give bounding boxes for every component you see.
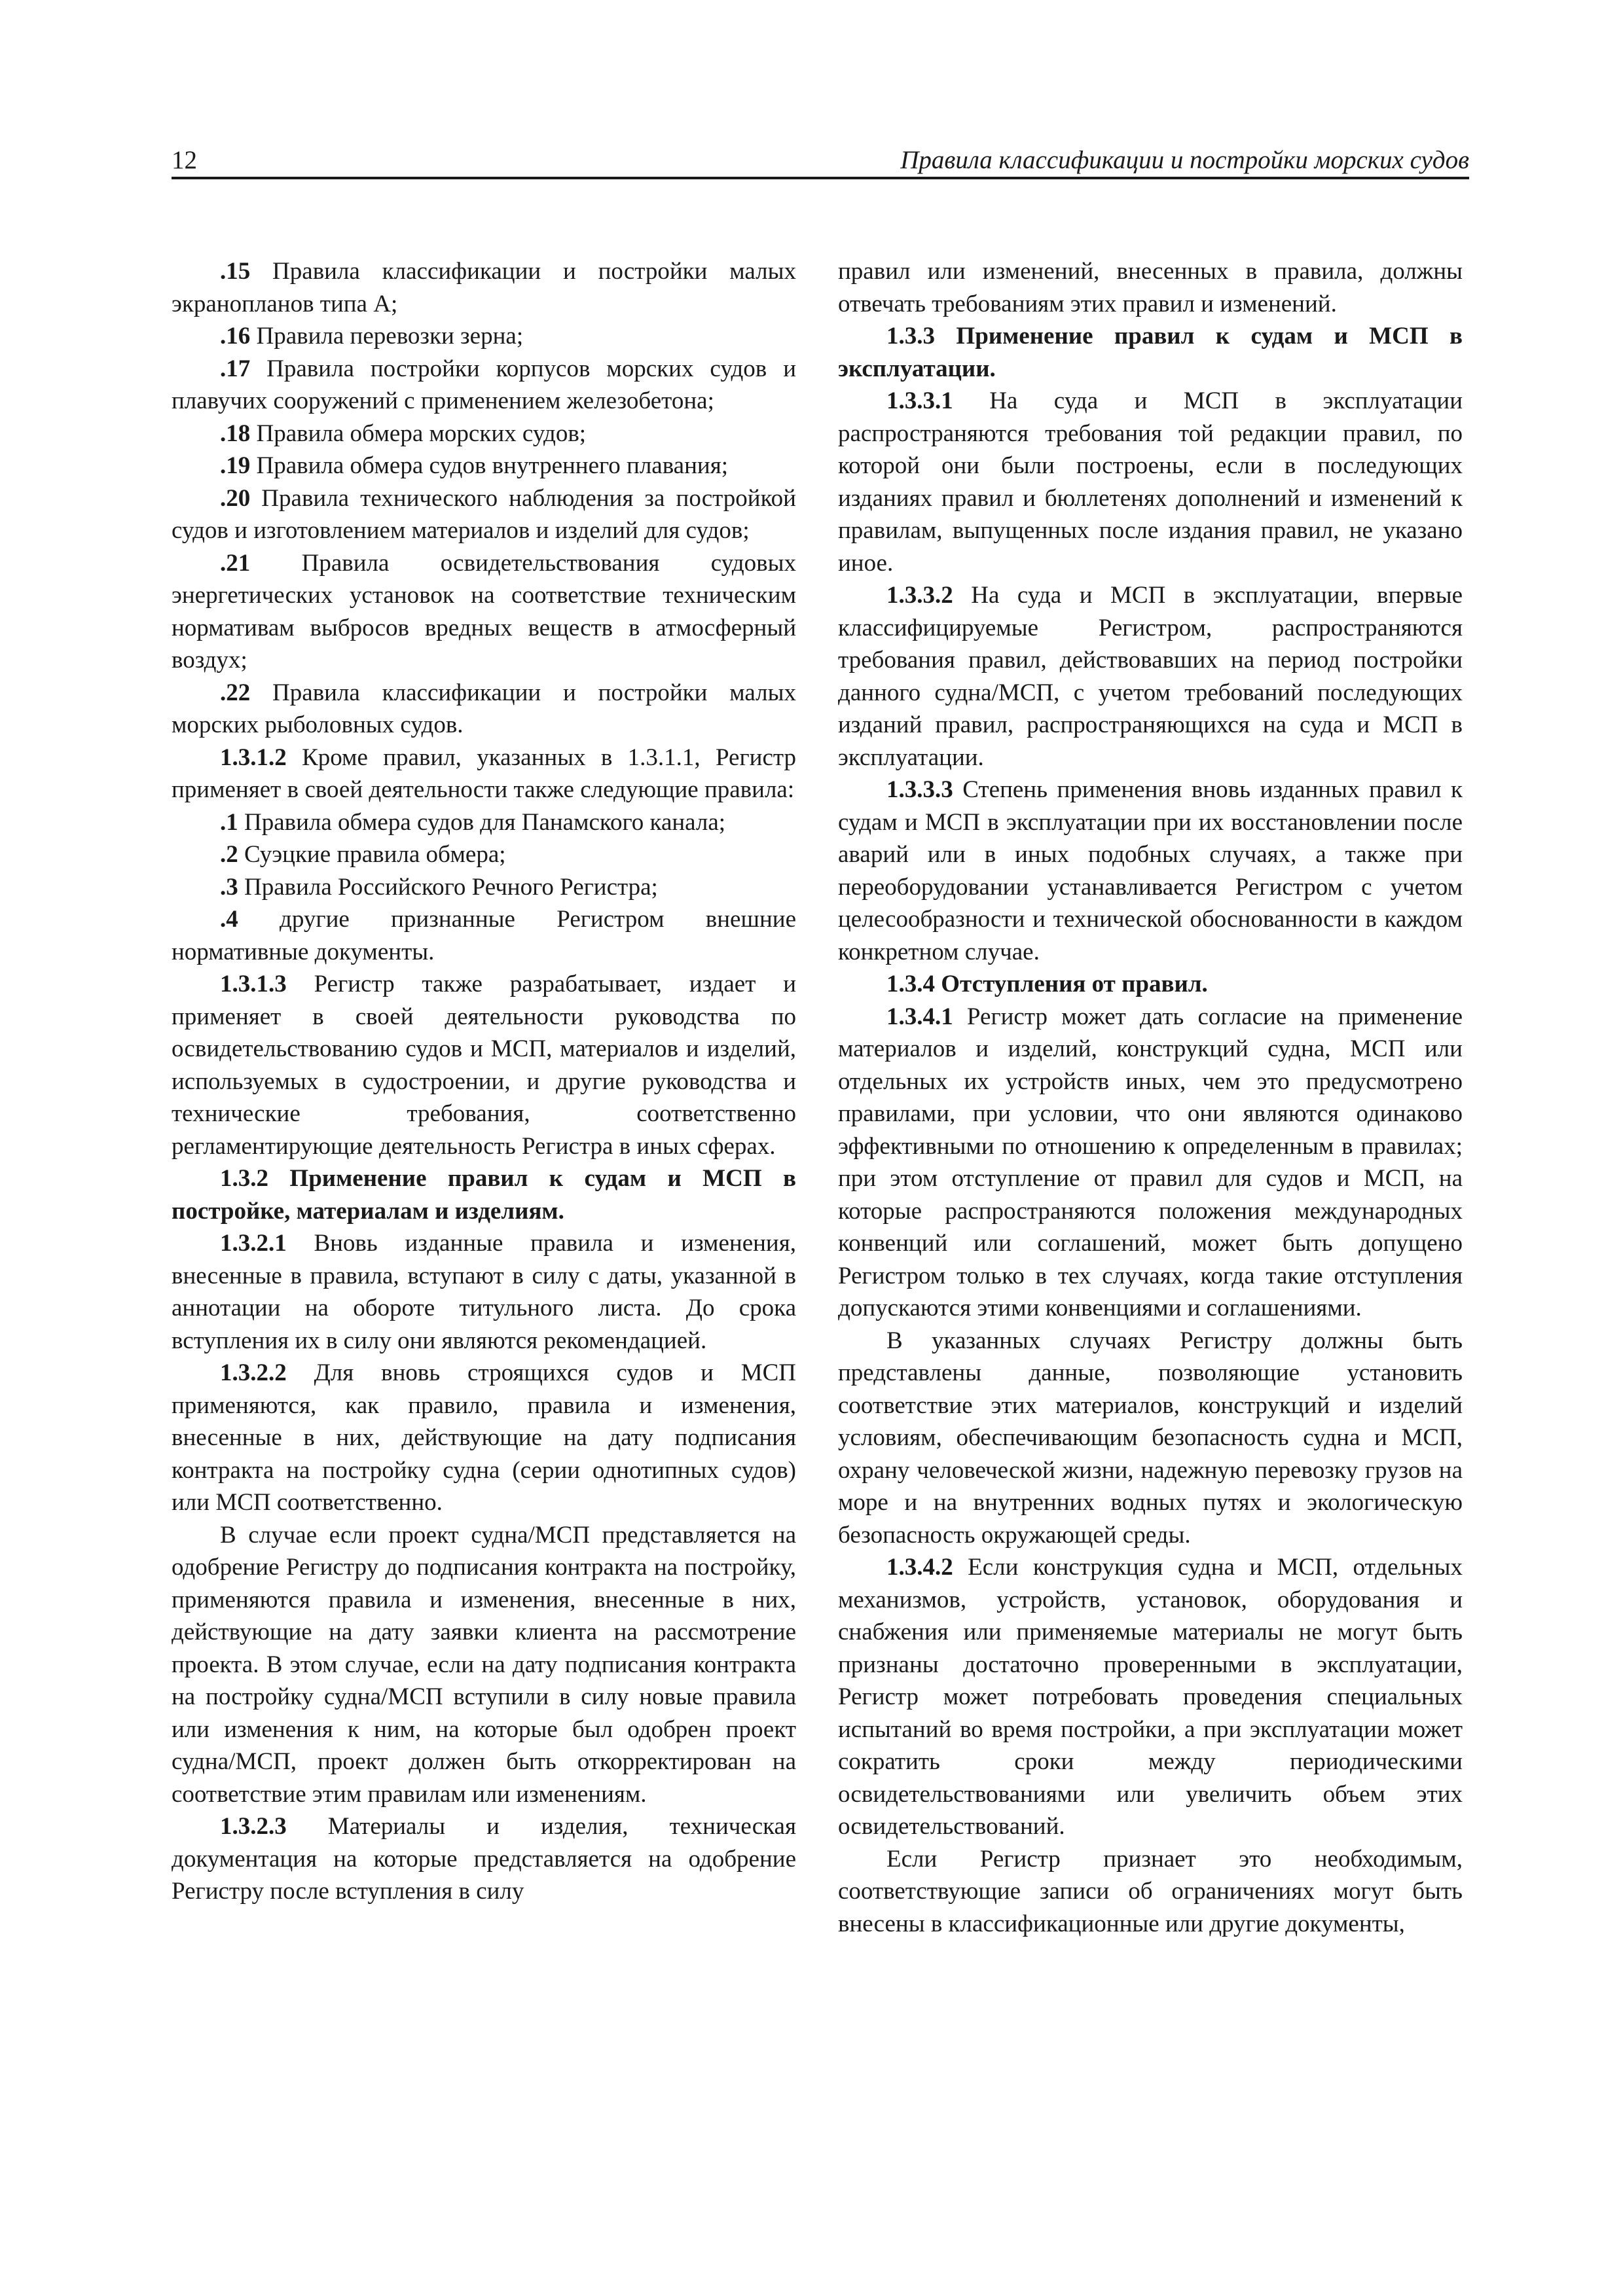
item-number: .16 [220, 323, 251, 350]
list-item [172, 677, 796, 742]
item-text: Правила перевозки зерна; [250, 323, 524, 350]
clause-text: Вновь изданные правила и изменения, внесенные в правила, вступают в силу с даты, указанной в аннотации на обороте титульного листа. До срока вступления их в силу они являются рекомендацией. [172, 1230, 796, 1354]
item-text: Правила технического наблюдения за постройкой судов и изготовлением материалов и изделий для судов; [172, 484, 796, 544]
left-column [172, 255, 796, 1908]
clause-text: Материалы и изделия, техническая документация на которые представляется на одобрение Регистру после вступления в силу [172, 1813, 796, 1905]
section-heading: 1.3.3 Применение правил к судам и МСП в эксплуатации. [838, 323, 1463, 382]
clause-text: Кроме правил, указанных в 1.3.1.1, Регистр применяет в своей деятельности также следующие правила: [172, 744, 796, 803]
paragraph-continuation: правил или изменений, внесенных в правила, должны отвечать требованиям этих правил и изменений. [838, 258, 1463, 317]
item-text: Правила освидетельствования судовых энергетических установок на соответствие техническим нормативам выбросов вредных веществ в атмосферный воздух; [172, 549, 796, 673]
list-item [172, 482, 796, 547]
item-text: Правила обмера судов внутреннего плавания; [250, 452, 729, 479]
list-item [172, 320, 796, 353]
clause-text: Регистр может дать согласие на применение материалов и изделий, конструкций судна, МСП или отдельных их устройств иных, чем это предусмотрено правилами, при условии, что они являются одинаково эффективными по отношению к определенным в правилах; при этом отступление от правил для судов и МСП, на которые распространяются положения международных конвенций или соглашений, может быть допущено Регистром только в тех случаях, когда такие отступления допускаются этими конвенциями и соглашениями. [838, 1003, 1463, 1321]
paragraph: В случае если проект судна/МСП представляется на одобрение Регистру до подписания контракта на постройку, применяются правила и изменения, внесенные в них, действующие на дату заявки клиента на рассмотрение проекта. В этом случае, если на дату подписания контракта на постройку судна/МСП вступили в силу новые правила или изменения к ним, на которые был одобрен проект судна/МСП, проект должен быть откорректирован на соответствие этим правилам или изменениям. [172, 1521, 796, 1808]
page-header [172, 145, 1469, 181]
clause-text: Регистр также разрабатывает, издает и применяет в своей деятельности руководства по освидетельствованию судов и МСП, материалов и изделий, используемых в судостроении, и другие руководства и технические требования, соответственно регламентирующие деятельность Регистра в иных сферах. [172, 971, 796, 1160]
list-item [172, 838, 796, 871]
item-text: Суэцкие правила обмера; [238, 841, 506, 868]
clause-text: Степень применения вновь изданных правил к судам и МСП в эксплуатации при их восстановлении после аварий или в иных подобных случаях, а также при переоборудовании устанавливается Регистром с учетом целесообразности и технической обоснованности в каждом конкретном случае. [838, 776, 1463, 965]
item-number: .1 [220, 808, 238, 836]
section-heading: 1.3.2 Применение правил к судам и МСП в постройке, материалам и изделиям. [172, 1165, 796, 1225]
item-number: .18 [220, 420, 251, 447]
paragraph [838, 1551, 1463, 1843]
clause-number: 1.3.3.1 [886, 387, 953, 414]
item-number: .15 [220, 258, 251, 285]
item-text: другие признанные Регистром внешние нормативные документы. [172, 906, 796, 965]
clause-number: 1.3.4.2 [886, 1554, 953, 1581]
paragraph [172, 968, 796, 1162]
paragraph [172, 1227, 796, 1357]
clause-number: 1.3.2.1 [220, 1230, 287, 1257]
item-text: Правила классификации и постройки малых экранопланов типа A; [172, 258, 796, 317]
item-number: .22 [220, 679, 251, 706]
section-heading: 1.3.4 Отступления от правил. [886, 971, 1208, 997]
item-number: .20 [220, 484, 251, 512]
paragraph [172, 742, 796, 806]
paragraph [172, 1810, 796, 1908]
clause-text: На суда и МСП в эксплуатации распространяются требования той редакции правил, по которой они были построены, если в последующих изданиях правил и бюллетенях дополнений и изменений к правилам, выпущенных после издания правил, не указано иное. [838, 387, 1463, 577]
item-number: .21 [220, 549, 251, 577]
paragraph [838, 385, 1463, 579]
paragraph: Если Регистр признает это необходимым, соответствующие записи об ограничениях могут быть внесены в классификационные или другие документы, [838, 1845, 1463, 1937]
item-text: Правила классификации и постройки малых морских рыболовных судов. [172, 679, 796, 738]
header-rule [172, 177, 1469, 179]
list-item [172, 903, 796, 968]
item-text: Правила постройки корпусов морских судов и плавучих сооружений с применением железобетона; [172, 355, 796, 414]
clause-number: 1.3.4.1 [886, 1003, 953, 1030]
item-number: .4 [220, 906, 238, 933]
clause-number: 1.3.2.2 [220, 1359, 287, 1386]
clause-text: Если конструкция судна и МСП, отдельных механизмов, устройств, установок, оборудования и снабжения или применяемые материалы не могут быть признаны достаточно проверенными в эксплуатации, Регистр может потребовать проведения специальных испытаний во время постройки, а при эксплуатации может сократить сроки между периодическими освидетельствованиями или увеличить объем этих освидетельствований. [838, 1554, 1463, 1840]
paragraph [838, 579, 1463, 774]
item-text: Правила Российского Речного Регистра; [238, 873, 658, 901]
paragraph [838, 1001, 1463, 1325]
list-item [172, 806, 796, 839]
item-number: .19 [220, 452, 251, 479]
list-item [172, 871, 796, 904]
clause-text: Для вновь строящихся судов и МСП применяются, как правило, правила и изменения, внесенные в них, действующие на дату подписания контракта на постройку судна (серии однотипных судов) или МСП соответственно. [172, 1359, 796, 1516]
item-text: Правила обмера судов для Панамского канала; [238, 808, 726, 836]
clause-text: На суда и МСП в эксплуатации, впервые классифицируемые Регистром, распространяются требования правил, действовавших на период постройки данного судна/МСП, с учетом требований последующих изданий правил, распространяющихся на суда и МСП в эксплуатации. [838, 582, 1463, 771]
clause-number: 1.3.3.3 [886, 776, 953, 803]
item-number: .3 [220, 873, 238, 901]
list-item [172, 418, 796, 450]
item-text: Правила обмера морских судов; [250, 420, 587, 447]
item-number: .2 [220, 841, 238, 868]
list-item [172, 450, 796, 482]
list-item [172, 547, 796, 677]
list-item [172, 353, 796, 418]
paragraph: В указанных случаях Регистру должны быть представлены данные, позволяющие установить соответствие этих материалов, конструкций и изделий условиям, обеспечивающим безопасность судна и МСП, охрану человеческой жизни, надежную перевозку грузов на море и на внутренних водных путях и экологическую безопасность окружающей среды. [838, 1327, 1463, 1549]
clause-number: 1.3.1.2 [220, 744, 287, 771]
item-number: .17 [220, 355, 251, 382]
page-number: 12 [172, 146, 197, 174]
right-column [838, 255, 1463, 1940]
running-title: Правила классификации и постройки морских судов [900, 146, 1469, 174]
list-item [172, 255, 796, 320]
clause-number: 1.3.3.2 [886, 582, 953, 609]
clause-number: 1.3.1.3 [220, 971, 287, 997]
paragraph [838, 774, 1463, 968]
clause-number: 1.3.2.3 [220, 1813, 287, 1840]
paragraph [172, 1357, 796, 1519]
